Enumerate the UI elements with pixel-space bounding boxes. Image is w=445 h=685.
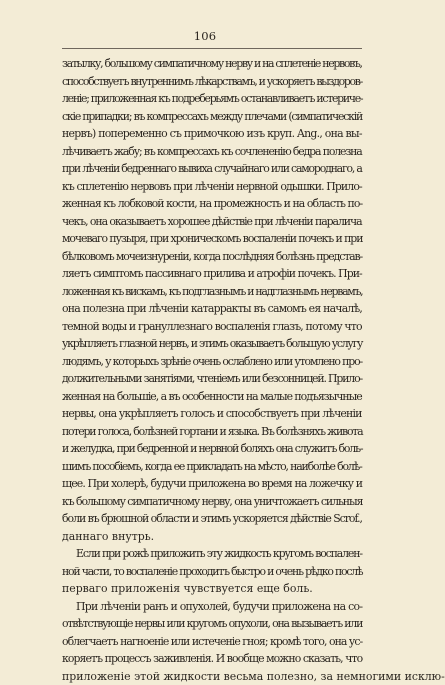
text-line: она полезна при лѣченіи катарракты въ самомъ ея началѣ, — [62, 300, 362, 318]
body-text — [62, 55, 362, 685]
text-line: боли въ брюшной области и этимъ ускоряется дѣйствіе Scrof., — [62, 510, 362, 528]
text-line: лѣчиваетъ жабу; въ компрессахъ къ сочлененію бедра полезна — [62, 143, 362, 161]
text-line: приложеніе этой жидкости весьма полезно, за немногими исклю- — [62, 668, 362, 685]
text-line: ной части, то воспаленіе проходитъ быстро и очень рѣдко послѣ — [62, 563, 362, 581]
text-line: и желудка, при бедренной и нервной боляхъ она служитъ боль- — [62, 440, 362, 458]
text-line: перваго приложенія чувствуется еще боль. — [62, 580, 362, 598]
text-line: къ большому симпатичному нерву, она уничтожаетъ сильныя — [62, 493, 362, 511]
text-line: нервы, она укрѣпляетъ голосъ и способствуетъ при лѣченіи — [62, 405, 362, 423]
text-line: коряетъ процессъ заживленія. И вообще можно сказать, что — [62, 650, 362, 668]
text-line: отвѣтствующіе нервы или кругомъ опухоли, она вызываетъ или — [62, 615, 362, 633]
text-line: при лѣченіи бедреннаго вывиха случайнаго или самороднаго, а — [62, 160, 362, 178]
text-line: затылку, большому симпатичному нерву и на сплетеніе нервовъ, — [62, 55, 362, 73]
text-line: женная къ лобковой кости, на промежность и на область по- — [62, 195, 362, 213]
text-line: чекъ, она оказываетъ хорошее дѣйствіе при лѣченіи паралича — [62, 213, 362, 231]
text-line: шимъ пособіемъ, когда ее прикладать на мѣсто, наиболѣе болѣ- — [62, 458, 362, 476]
text-line: мочеваго пузыря, при хроническомъ воспаленіи почекъ и при — [62, 230, 362, 248]
text-line: женная на большіе, а въ особенности на малые подъязычные — [62, 388, 362, 406]
text-line: людямъ, у которыхъ зрѣніе очень ослаблено или утомлено про- — [62, 353, 362, 371]
text-line: къ сплетенію нервовъ при лѣченіи нервной одышки. Прило- — [62, 178, 362, 196]
text-line: ляетъ симптомъ пассивнаго прилива и атрофіи почекъ. При- — [62, 265, 362, 283]
header-rule — [62, 48, 362, 49]
text-line: щее. При холерѣ, будучи приложена во время на ложечку и — [62, 475, 362, 493]
text-line: скіе припадки; въ компрессахъ между плечами (симпатическій — [62, 108, 362, 126]
page-number: 106 — [0, 29, 410, 43]
text-line: укрѣпляетъ глазной нервъ, и этимъ оказываетъ большую услугу — [62, 335, 362, 353]
text-line: потери голоса, болѣзней гортани и языка. Въ болѣзняхъ живота — [62, 423, 362, 441]
text-line: облегчаетъ нагноеніе или истеченіе гноя; кромѣ того, она ус- — [62, 633, 362, 651]
text-line: леніе; приложенная къ подреберьямъ останавливаетъ истериче- — [62, 90, 362, 108]
text-line: бѣлковомъ мочеизнуреніи, когда послѣдняя болѣзнь представ- — [62, 248, 362, 266]
text-line: ложенная къ вискамъ, къ подглазнымъ и надглазнымъ нервамъ, — [62, 283, 362, 301]
text-line: При лѣченіи ранъ и опухолей, будучи приложена на со- — [62, 598, 362, 616]
text-line: должительными занятіями, чтеніемъ или безсонницей. Прило- — [62, 370, 362, 388]
text-line: темной воды и грануллезнаго воспаленія глазъ, потому что — [62, 318, 362, 336]
text-line: Если при рожѣ приложить эту жидкость кругомъ воспален- — [62, 545, 362, 563]
text-line: даннаго внутрь. — [62, 528, 362, 546]
text-line: нервъ) попеременно съ примочкою изъ круп. Ang., она вы- — [62, 125, 362, 143]
text-line: способствуетъ внутреннимъ лѣкарствамъ, и ускоряетъ выздоров- — [62, 73, 362, 91]
